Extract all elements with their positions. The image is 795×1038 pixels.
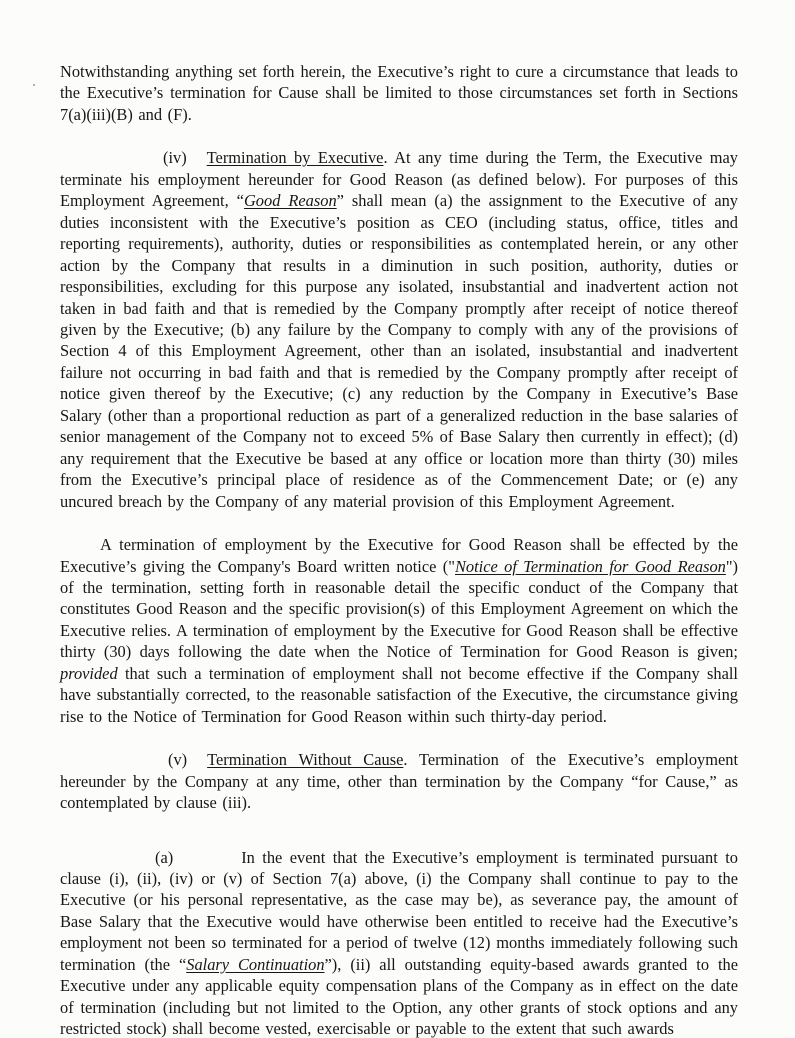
text-run: that such a termination of employment shall not become effective if the Company shall have substantially corrected, to the reasonable satisfaction of the Executive, the circumstance giving rise to the Notice of Termination for Good Reason within such thirty-day period. <box>60 663 738 726</box>
text-run: Notice of Termination for Good Reason <box>454 556 726 576</box>
tab-space <box>173 862 241 863</box>
text-run: . At any time during the Term, the Executive may terminate his employment hereunder for Good Reason (as defined below). For purposes of this Employment Agreement, “ <box>60 148 738 211</box>
tab-space <box>187 162 207 163</box>
text-run: In the event that the Executive’s employment is terminated pursuant to clause (i), (ii), (iv) or (v) of Section 7(a) above, (i) the Company shall continue to pay to the Executive (or his personal representative, as the case may be), as severance pay, the amount of Base Salary that the Executive would have otherwise been entitled to receive had the Executive’s employment not been so terminated for a period of twelve (12) months immediately following such termination (the “ <box>60 847 738 974</box>
text-run: Termination by Executive <box>206 148 384 168</box>
document-body <box>60 61 738 1038</box>
para-a-severance <box>60 847 738 1038</box>
text-run: (iv) <box>163 148 187 168</box>
para-notice-of-termination <box>60 534 738 727</box>
text-run: ”), (ii) all outstanding equity-based awards granted to the Executive under any applicable equity compensation plans of the Company as in effect on the date of termination (including but not limited to the Option, any other grants of stock options and any restricted stock) shall become vested, exercisable or payable to the extent that such awards <box>60 954 739 1038</box>
text-run: Termination Without Cause <box>207 750 404 770</box>
tab-space <box>187 764 207 765</box>
text-run: . Termination of the Executive’s employment hereunder by the Company at any time, other than termination by the Company “for Cause,” as contemplated by clause (iii). <box>60 750 738 813</box>
text-run: (v) <box>168 750 188 770</box>
para-v-termination-without-cause <box>60 749 738 813</box>
text-run: ") of the termination, setting forth in reasonable detail the specific conduct of the Company that constitutes Good Reason and the specific provision(s) of this Employment Agreement on which the Executive relies. A termination of employment by the Executive for Good Reason shall be effective thirty (30) days following the date when the Notice of Termination for Good Reason is given; <box>60 556 739 662</box>
text-run: (a) <box>155 847 174 867</box>
text-run: Notwithstanding anything set forth herein, the Executive’s right to cure a circumstance that leads to the Executive’s termination for Cause shall be limited to those circumstances set forth in Sections 7(a)(iii)(B) and (F). <box>60 62 738 124</box>
text-run: ” shall mean (a) the assignment to the Executive of any duties inconsistent with the Executive’s position as CEO (including status, office, titles and reporting requirements), authority, duties or responsibilities as contemplated herein, or any other action by the Company that results in a diminution in such position, authority, duties or responsibilities, excluding for this purpose any isolated, insubstantial and inadvertent action not taken in bad faith and that is remedied by the Company promptly after receipt of notice thereof given by the Executive; (b) any failure by the Company to comply with any of the provisions of Section 4 of this Employment Agreement, other than an isolated, insubstantial and inadvertent failure not occurring in bad faith and that is remedied by the Company promptly after receipt of notice given thereof by the Executive; (c) any reduction by the Company in Executive’s Base Salary (other than a proportional reduction as part of a generalized reduction in the base salaries of senior management of the Company not to exceed 5% of Base Salary then currently in effect); (d) any requirement that the Executive be based at any office or location more than thirty (30) miles from the Executive’s principal place of residence as of the Commencement Date; or (e) any uncured breach by the Company of any material provision of this Employment Agreement. <box>60 191 738 511</box>
text-run: Salary Continuation <box>186 954 325 974</box>
text-run: Good Reason <box>243 191 337 211</box>
para-cure-limitation <box>60 61 738 125</box>
text-run: provided <box>60 663 118 683</box>
text-run: A termination of employment by the Executive for Good Reason shall be effected by the Executive’s giving the Company's Board written notice (" <box>60 535 738 576</box>
scan-artifact <box>33 84 35 86</box>
para-iv-termination-by-executive <box>60 147 738 512</box>
